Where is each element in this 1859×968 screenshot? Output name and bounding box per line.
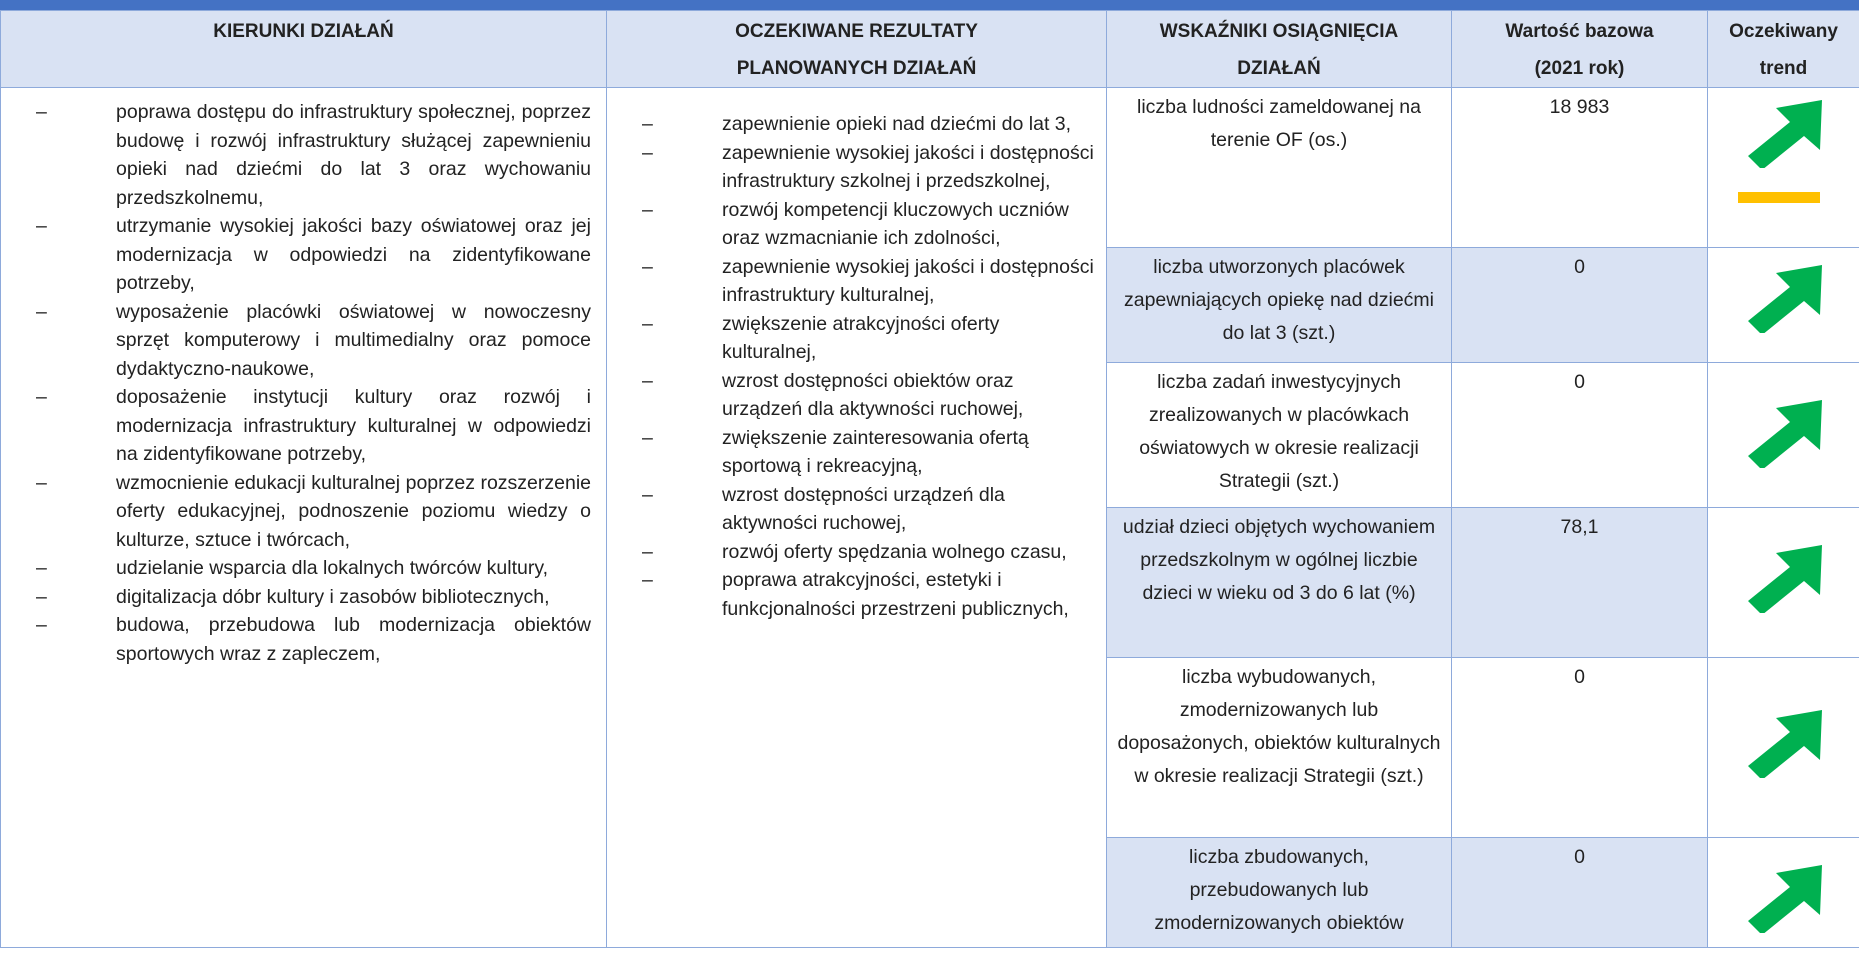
header-results: OCZEKIWANE REZULTATY PLANOWANYCH DZIAŁAŃ [607,11,1107,88]
trend-stable-bar-icon [1738,192,1820,204]
direction-item [1,98,591,212]
result-item [607,110,1106,139]
direction-item [1,298,591,384]
base-value: 0 [1452,363,1708,508]
result-item [607,310,1106,367]
direction-item-text: digitalizacja dóbr kultury i zasobów bibliotecznych, [116,585,550,608]
trend-up-arrow-icon [1748,98,1828,168]
dash-bullet: – [36,557,47,579]
result-item [607,367,1106,424]
trend-up-arrow-icon [1748,263,1828,333]
dash-bullet: – [36,614,47,636]
indicator-name: liczba zadań inwestycyjnych zrealizowanych w placówkach oświatowych w okresie realizacji Strategii (szt.) [1107,363,1452,508]
result-item-text: poprawa atrakcyjności, estetyki i funkcjonalności przestrzeni publicznych, [722,569,1069,620]
indicator-name: liczba zbudowanych, przebudowanych lub zmodernizowanych obiektów [1107,838,1452,948]
result-item-text: zapewnienie opieki nad dziećmi do lat 3, [722,113,1072,135]
direction-item [1,469,591,555]
direction-item-text: budowa, przebudowa lub modernizacja obiektów sportowych wraz z zapleczem, [116,614,591,665]
dash-bullet: – [642,426,653,449]
base-value: 78,1 [1452,508,1708,658]
direction-item-text: doposażenie instytucji kultury oraz rozwój i modernizacja infrastruktury kulturalnej w odpowiedzi na zidentyfikowane potrzeby, [116,386,591,465]
direction-item-text: utrzymanie wysokiej jakości bazy oświatowej oraz jej modernizacja w odpowiedzi na zidentyfikowane potrzeby, [116,215,591,294]
result-item [607,253,1106,310]
header-expected-trend: Oczekiwany trend [1708,11,1859,88]
result-item [607,481,1106,538]
base-value: 0 [1452,838,1708,948]
strategy-table [0,10,1859,948]
header-row [1,11,1859,88]
dash-bullet: – [36,101,47,123]
directions-list [1,98,606,668]
indicator-name: liczba ludności zameldowanej na terenie OF (os.) [1107,88,1452,248]
dash-bullet: – [642,198,653,221]
result-item [607,424,1106,481]
dash-bullet: – [36,585,47,608]
direction-item-text: udzielanie wsparcia dla lokalnych twórców kultury, [116,557,549,579]
trend-cell [1708,248,1859,363]
dash-bullet: – [642,483,653,506]
direction-item-text: wyposażenie placówki oświatowej w nowoczesny sprzęt komputerowy i multimedialny oraz pomoce dydaktyczno-naukowe, [116,300,591,380]
indicator-name: liczba wybudowanych, zmodernizowanych lub doposażonych, obiektów kulturalnych w okresie realizacji Strategii (szt.) [1107,658,1452,838]
dash-bullet: – [642,255,653,278]
indicator-row [1,88,1859,248]
dash-bullet: – [36,471,47,494]
dash-bullet: – [642,569,653,591]
trend-up-arrow-icon [1748,398,1828,468]
indicator-name: liczba utworzonych placówek zapewniających opiekę nad dziećmi do lat 3 (szt.) [1107,248,1452,363]
base-value: 18 983 [1452,88,1708,248]
dash-bullet: – [642,369,653,392]
result-item [607,538,1106,567]
result-item-text: zwiększenie atrakcyjności oferty kulturalnej, [722,312,1000,363]
dash-bullet: – [36,215,47,237]
result-item-text: zapewnienie wysokiej jakości i dostępności infrastruktury szkolnej i przedszkolnej, [722,141,1094,192]
direction-item [1,383,591,469]
direction-item [1,212,591,298]
base-value: 0 [1452,248,1708,363]
trend-cell [1708,88,1859,248]
result-item [607,566,1106,623]
dash-bullet: – [642,312,653,335]
trend-up-arrow-icon [1748,708,1828,778]
trend-cell [1708,838,1859,948]
header-directions: KIERUNKI DZIAŁAŃ [1,11,607,88]
dash-bullet: – [642,141,653,164]
directions-cell [1,88,607,948]
results-list [607,110,1106,623]
direction-item-text: wzmocnienie edukacji kulturalnej poprzez rozszerzenie oferty edukacyjnej, podnoszenie poziomu wiedzy o kulturze, sztuce i twórcach, [116,471,591,551]
dash-bullet: – [642,540,653,563]
result-item-text: wzrost dostępności urządzeń dla aktywności ruchowej, [722,483,1005,534]
direction-item-text: poprawa dostępu do infrastruktury społecznej, poprzez budowę i rozwój infrastruktury służącej zapewnieniu opieki nad dziećmi do lat 3 oraz wychowaniu przedszkolnemu, [116,101,591,209]
direction-item [1,554,591,583]
top-border-bar [0,0,1859,10]
result-item [607,196,1106,253]
result-item-text: rozwój kompetencji kluczowych uczniów oraz wzmacnianie ich zdolności, [722,198,1069,249]
dash-bullet: – [36,300,47,323]
result-item-text: rozwój oferty spędzania wolnego czasu, [722,540,1067,563]
indicator-name: udział dzieci objętych wychowaniem przedszkolnym w ogólnej liczbie dzieci w wieku od 3 do 6 lat (%) [1107,508,1452,658]
trend-cell [1708,363,1859,508]
result-item-text: wzrost dostępności obiektów oraz urządzeń dla aktywności ruchowej, [722,369,1024,420]
trend-cell [1708,658,1859,838]
trend-cell [1708,508,1859,658]
results-cell [607,88,1107,948]
result-item [607,139,1106,196]
base-value: 0 [1452,658,1708,838]
direction-item [1,611,591,668]
trend-up-arrow-icon [1748,863,1828,933]
result-item-text: zwiększenie zainteresowania ofertą sportową i rekreacyjną, [722,426,1029,477]
trend-up-arrow-icon [1748,543,1828,613]
dash-bullet: – [36,386,47,408]
header-base-value: Wartość bazowa (2021 rok) [1452,11,1708,88]
result-item-text: zapewnienie wysokiej jakości i dostępności infrastruktury kulturalnej, [722,255,1094,306]
direction-item [1,583,591,612]
dash-bullet: – [642,113,653,135]
header-indicators: WSKAŹNIKI OSIĄGNIĘCIA DZIAŁAŃ [1107,11,1452,88]
